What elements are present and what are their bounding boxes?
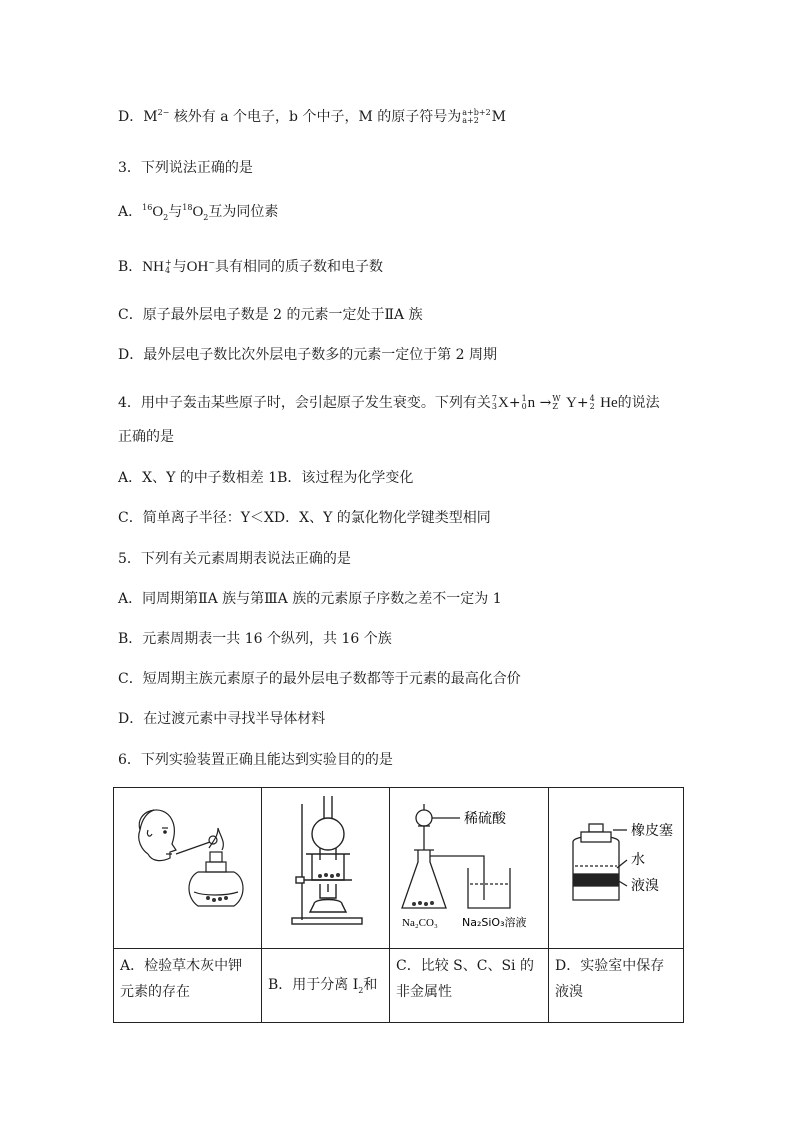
q3-option-d: D．最外层电子数比次外层电子数多的元素一定位于第 2 周期 [118, 347, 498, 363]
figure-a-flame-test [114, 788, 261, 948]
label-rubber-stopper: 橡皮塞 [631, 823, 673, 839]
q2d-mass-number: a+b+2 [462, 108, 491, 117]
caption-d: D．实验室中保存液溴 [549, 949, 684, 1023]
q3b-nh-scripts [165, 259, 172, 275]
label-liquid-bromine: 液溴 [631, 878, 659, 894]
caption-a: A．检验草木灰中钾元素的存在 [114, 949, 262, 1023]
caption-b-prefix: B．用于分离 I [268, 976, 359, 993]
q4-stem-part2: 的说法 [617, 395, 660, 411]
label-na2sio3-solution: Na₂SiO₃溶液 [462, 916, 527, 929]
caption-b-sub: 2 [358, 985, 364, 995]
figure-c-acidity-apparatus [390, 788, 548, 948]
q4-plus: + [508, 395, 521, 411]
q2d-prefix: D．M [118, 109, 158, 125]
q3-option-a [118, 202, 278, 224]
q3a-sub2: 2 [203, 213, 209, 222]
q3b-suffix: 具有相同的质子数和电子数 [215, 259, 384, 275]
q3b-mid: 与 [172, 259, 187, 275]
q3a-prefix: A． [118, 204, 143, 220]
q4-arrow: → [539, 395, 552, 411]
q3a-o2: O [192, 204, 204, 220]
q3a-mass2: 18 [182, 203, 193, 212]
caption-b-suffix: 和 [363, 976, 378, 993]
label-dilute-sulfuric-acid: 稀硫酸 [464, 811, 506, 827]
q4-he: He [600, 395, 618, 411]
q4-y: Y [566, 395, 577, 411]
figure-a-cell [114, 788, 262, 949]
q3b-nh: NH [142, 259, 164, 275]
q3b-prefix: B． [118, 259, 143, 275]
q4-stem [118, 393, 660, 413]
q2d-symbol: M [491, 109, 506, 125]
alcohol-lamp-icon [189, 828, 243, 906]
figure-d-bromine-storage [549, 788, 683, 948]
q2d-nuclide-numbers [462, 109, 490, 125]
q3a-mid: 与 [168, 204, 183, 220]
q5-option-c: C．短周期主族元素原子的最外层电子数都等于元素的最高化合价 [118, 671, 521, 687]
q3a-suffix: 互为同位素 [208, 204, 279, 220]
q2-option-d [118, 107, 506, 129]
q4-x-mass: 7 [491, 394, 497, 403]
person-face-icon [139, 810, 176, 861]
q4-he-mass: 4 [589, 394, 595, 403]
q4-he-scripts [590, 395, 595, 411]
q4-n-mass: 1 [521, 394, 527, 403]
q4-options-cd: C．简单离子半径：Y＜XD．X、Y 的氯化物化学键类型相同 [118, 510, 491, 526]
q4-y-atomic: Z [552, 402, 558, 411]
q3-option-c: C．原子最外层电子数是 2 的元素一定处于ⅡA 族 [118, 307, 423, 323]
caption-b [262, 949, 390, 1023]
q3a-mass1: 16 [142, 203, 153, 212]
q2d-charge: 2− [157, 108, 170, 117]
caption-c: C．比较 S、C、Si 的非金属性 [390, 949, 549, 1023]
q6-apparatus-table [113, 787, 684, 1023]
q4-x-atomic: 3 [491, 402, 497, 411]
q5-option-d: D．在过渡元素中寻找半导体材料 [118, 711, 326, 727]
q2d-atomic-number: a+2 [462, 116, 479, 125]
q6-stem: 6．下列实验装置正确且能达到实验目的的是 [118, 752, 393, 768]
q3a-sub1: 2 [163, 213, 169, 222]
q4-x: X [498, 395, 509, 411]
q4-y-scripts [552, 395, 560, 411]
q3-option-b [118, 257, 383, 279]
q3b-nh-charge: + [164, 258, 172, 267]
q4-he-atomic: 2 [589, 402, 595, 411]
q3b-nh-sub: 4 [164, 266, 171, 275]
label-na2co3: Na₂CO₃ [402, 917, 438, 929]
q4-stem-part1: 4．用中子轰击某些原子时，会引起原子发生衰变。下列有关 [118, 395, 491, 411]
figure-d-cell [549, 788, 684, 949]
q4-stem-line2: 正确的是 [118, 429, 174, 445]
q3b-oh: OH [186, 259, 209, 275]
q5-stem: 5．下列有关元素周期表说法正确的是 [118, 551, 351, 567]
q4-n-scripts [522, 395, 527, 411]
label-water: 水 [631, 852, 645, 868]
figure-c-cell [390, 788, 549, 949]
figure-b-sublimation-apparatus [262, 788, 389, 948]
q2d-text: 核外有 a 个电子，b 个中子，M 的原子符号为 [173, 109, 462, 125]
q4-n-atomic: 0 [521, 402, 527, 411]
q3b-oh-charge: − [208, 258, 216, 267]
q3-stem: 3．下列说法正确的是 [118, 160, 253, 176]
q4-options-ab: A．X、Y 的中子数相差 1B．该过程为化学变化 [118, 470, 414, 486]
q3a-o1: O [152, 204, 164, 220]
q4-plus-2: + [576, 395, 589, 411]
q4-n: n [527, 395, 536, 411]
q4-y-mass: W [552, 394, 561, 403]
q5-option-a: A．同周期第ⅡA 族与第ⅢA 族的元素原子序数之差不一定为 1 [118, 591, 502, 607]
q4-x-scripts [492, 395, 497, 411]
q5-option-b: B．元素周期表一共 16 个纵列，共 16 个族 [118, 631, 392, 647]
figure-b-cell [262, 788, 390, 949]
